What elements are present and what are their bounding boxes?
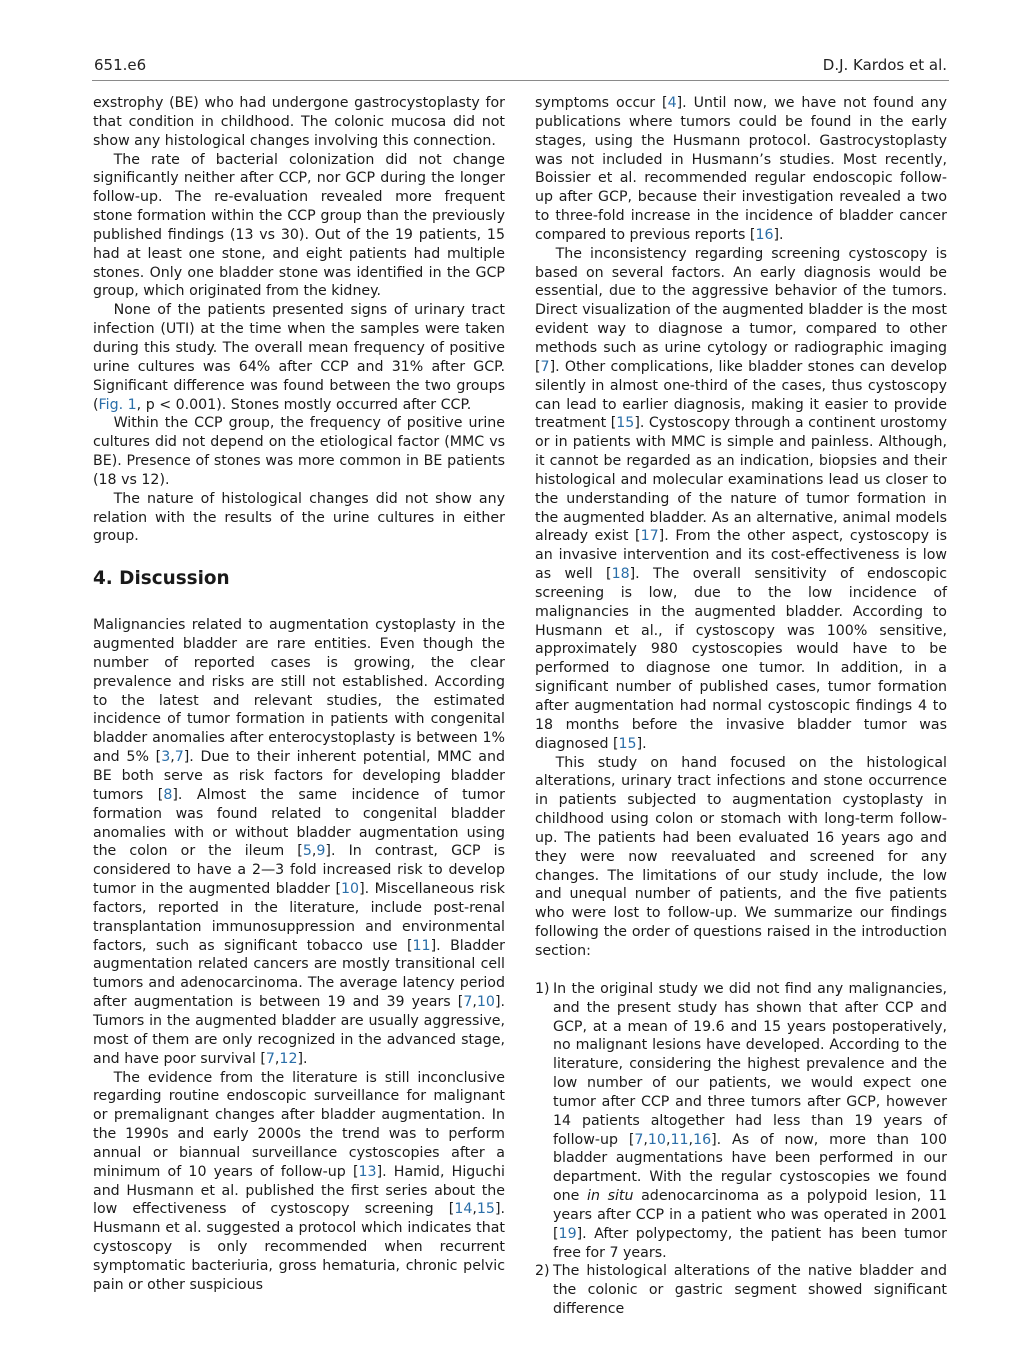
- citation-link[interactable]: 16: [693, 1131, 712, 1148]
- citation-link[interactable]: 12: [279, 1050, 298, 1067]
- list-item-text: In the original study we did not find any malignancies, and the present study has shown that after CCP and GCP, at a mean of 19.6 and 15 years postoperatively, no malignant lesions have developed. According to the literature, considering the highest prevalence and the low number of our patients, we would expect one tumor after CCP and three tumors after GCP, however 14 patients altogether had less than 19 years of follow-up [7,10,11,16]. As of now, more than 100 bladder augmentations have been performed in our department. With the regular cystoscopies we found one in situ adenocarcinoma as a polypoid lesion, 11 years after CCP in a patient who was operated in 2001 [19]. After polypectomy, the patient has been tumor free for 7 years.: [553, 980, 947, 1261]
- list-number: 2): [535, 1263, 550, 1280]
- right-column: [535, 94, 947, 1319]
- list-item-text: The histological alterations of the native bladder and the colonic or gastric segment showed significant difference: [553, 1263, 947, 1318]
- citation-link[interactable]: 7: [540, 358, 550, 375]
- citation-link[interactable]: 8: [163, 786, 173, 803]
- paragraph: exstrophy (BE) who had undergone gastrocystoplasty for that condition in childhood. The colonic mucosa did not show any histological changes involving this connection.: [93, 95, 505, 149]
- citation-link[interactable]: 14: [454, 1201, 473, 1218]
- citation-link[interactable]: 3: [161, 749, 171, 766]
- paragraph: symptoms occur [4]. Until now, we have not found any publications where tumors could be found in the early stages, using the Husmann protocol. Gastrocystoplasty was not included in Husmann’s studies. Most recently, Boissier et al. recommended regular endoscopic follow-up after GCP, because their investigation revealed a two to three-fold increase in the incidence of bladder cancer compared to previous reports [16].: [535, 95, 947, 243]
- citation-link[interactable]: 10: [647, 1131, 666, 1148]
- running-header-authors: D.J. Kardos et al.: [822, 56, 947, 74]
- paragraph: None of the patients presented signs of urinary tract infection (UTI) at the time when the samples were taken during this study. The overall mean frequency of positive urine cultures was 64% after CCP and 31% after GCP. Significant difference was found between the two groups (Fig. 1, p < 0.001). Stones mostly occurred after CCP.: [93, 302, 505, 413]
- list-item: [535, 1262, 947, 1319]
- paragraph: Malignancies related to augmentation cystoplasty in the augmented bladder are rare entities. Even though the number of reported cases is growing, the clear prevalence and risks are still not established. According to the latest and relevant studies, the estimated incidence of tumor formation in patients with congenital bladder anomalies after enterocystoplasty is between 1% and 5% [3,7]. Due to their inherent potential, MMC and BE both serve as risk factors for developing bladder tumors [8]. Almost the same incidence of tumor formation was found related to congenital bladder anomalies with or without bladder augmentation using the colon or the ileum [5,9]. In contrast, GCP is considered to have a 2—3 fold increased risk to develop tumor in the augmented bladder [10]. Miscellaneous risk factors, reported in the literature, include post-renal transplantation immunosuppression and environmental factors, such as significant tobacco use [11]. Bladder augmentation related cancers are mostly transitional cell tumors and adenocarcinoma. The average latency period after augmentation is between 19 and 39 years [7,10]. Tumors in the augmented bladder are usually aggressive, most of them are only recognized in the advanced stage, and have poor survival [7,12].: [93, 617, 506, 1067]
- paragraph: The rate of bacterial colonization did not change significantly neither after CCP, nor GCP during the longer follow-up. The re-evaluation revealed more frequent stone formation within the CCP group than the previously published findings (13 vs 30). Out of the 19 patients, 15 had at least one stone, and eight patients had multiple stones. Only one bladder stone was identified in the GCP group, which originated from the kidney.: [93, 151, 505, 300]
- citation-link[interactable]: 11: [412, 937, 431, 954]
- citation-link[interactable]: 11: [670, 1131, 689, 1148]
- citation-link[interactable]: 10: [341, 881, 360, 898]
- paragraph: The inconsistency regarding screening cystoscopy is based on several factors. An early diagnosis would be essential, due to the aggressive behavior of the tumors. Direct visualization of the augmented bladder is the most evident way to diagnose a tumor, compared to other methods such as urine cytology or radiographic imaging [7]. Other complications, like bladder stones can develop silently in almost one-third of the cases, thus cystoscopy can lead to earlier diagnosis, making it easier to provide treatment [15]. Cystoscopy through a continent urostomy or in patients with MMC is simple and painless. Although, it cannot be regarded as an indication, biopsies and their histological and molecular examinations lead us closer to the understanding of the nature of tumor formation in the augmented bladder. As an alternative, animal models already exist [17]. From the other aspect, cystoscopy is an invasive intervention and its cost-effectiveness is low as well [18]. The overall sensitivity of endoscopic screening is low, due to the low incidence of malignancies in the augmented bladder. According to Husmann et al., if cystoscopy was 100% sensitive, approximately 980 cystoscopies would have to be performed to diagnose one tumor. In addition, in a significant number of published cases, tumor formation after augmentation had normal cystoscopic findings 4 to 18 months before the invasive bladder tumor was diagnosed [15].: [535, 245, 948, 752]
- header-rule: [92, 80, 949, 81]
- citation-link[interactable]: 15: [476, 1201, 495, 1218]
- citation-link[interactable]: 7: [463, 994, 473, 1011]
- citation-link[interactable]: 18: [611, 566, 630, 583]
- citation-link[interactable]: 7: [174, 749, 184, 766]
- citation-link[interactable]: 9: [316, 843, 326, 860]
- paragraph: Within the CCP group, the frequency of positive urine cultures did not depend on the etiological factor (MMC vs BE). Presence of stones was more common in BE patients (18 vs 12).: [93, 415, 505, 488]
- list-number: 1): [535, 980, 550, 997]
- citation-link[interactable]: 7: [265, 1050, 275, 1067]
- citation-link[interactable]: 4: [667, 95, 677, 111]
- citation-link[interactable]: 5: [302, 843, 312, 860]
- paragraph: This study on hand focused on the histological alterations, urinary tract infections and stone occurrence in patients subjected to augmentation cystoplasty in childhood using colon or stomach with long-term follow-up. The patients had been evaluated 16 years ago and they were now reevaluated and screened for any changes. The limitations of our study include, the low and unequal number of patients, and the five patients who were lost to follow-up. We summarize our findings following the order of questions raised in the introduction section:: [535, 754, 947, 959]
- citation-link[interactable]: 16: [755, 226, 774, 243]
- section-heading: 4. Discussion: [93, 568, 230, 590]
- left-column: [93, 94, 505, 1295]
- citation-link[interactable]: 10: [476, 994, 495, 1011]
- figure-link[interactable]: Fig. 1: [98, 396, 137, 413]
- citation-link[interactable]: 17: [640, 528, 659, 545]
- paragraph: The evidence from the literature is still inconclusive regarding routine endoscopic surveillance for malignant or premalignant changes after bladder augmentation. In the 1990s and early 2000s the trend was to perform annual or biannual surveillance cystoscopies after a minimum of 10 years of follow-up [13]. Hamid, Higuchi and Husmann et al. published the first series about the low effectiveness of cystoscopy screening [14,15]. Husmann et al. suggested a protocol which indicates that cystoscopy is only recommended when recurrent symptomatic bacteriuria, gross hematuria, chronic pelvic pain or other suspicious: [93, 1069, 505, 1293]
- list-item: [535, 980, 947, 1263]
- paragraph: The nature of histological changes did not show any relation with the results of the urine cultures in either group.: [93, 490, 505, 545]
- citation-link[interactable]: 13: [358, 1163, 377, 1180]
- citation-link[interactable]: 15: [616, 415, 635, 432]
- citation-link[interactable]: 19: [558, 1225, 577, 1242]
- page-number: 651.e6: [94, 56, 147, 74]
- citation-link[interactable]: 15: [618, 735, 637, 752]
- citation-link[interactable]: 7: [634, 1131, 644, 1148]
